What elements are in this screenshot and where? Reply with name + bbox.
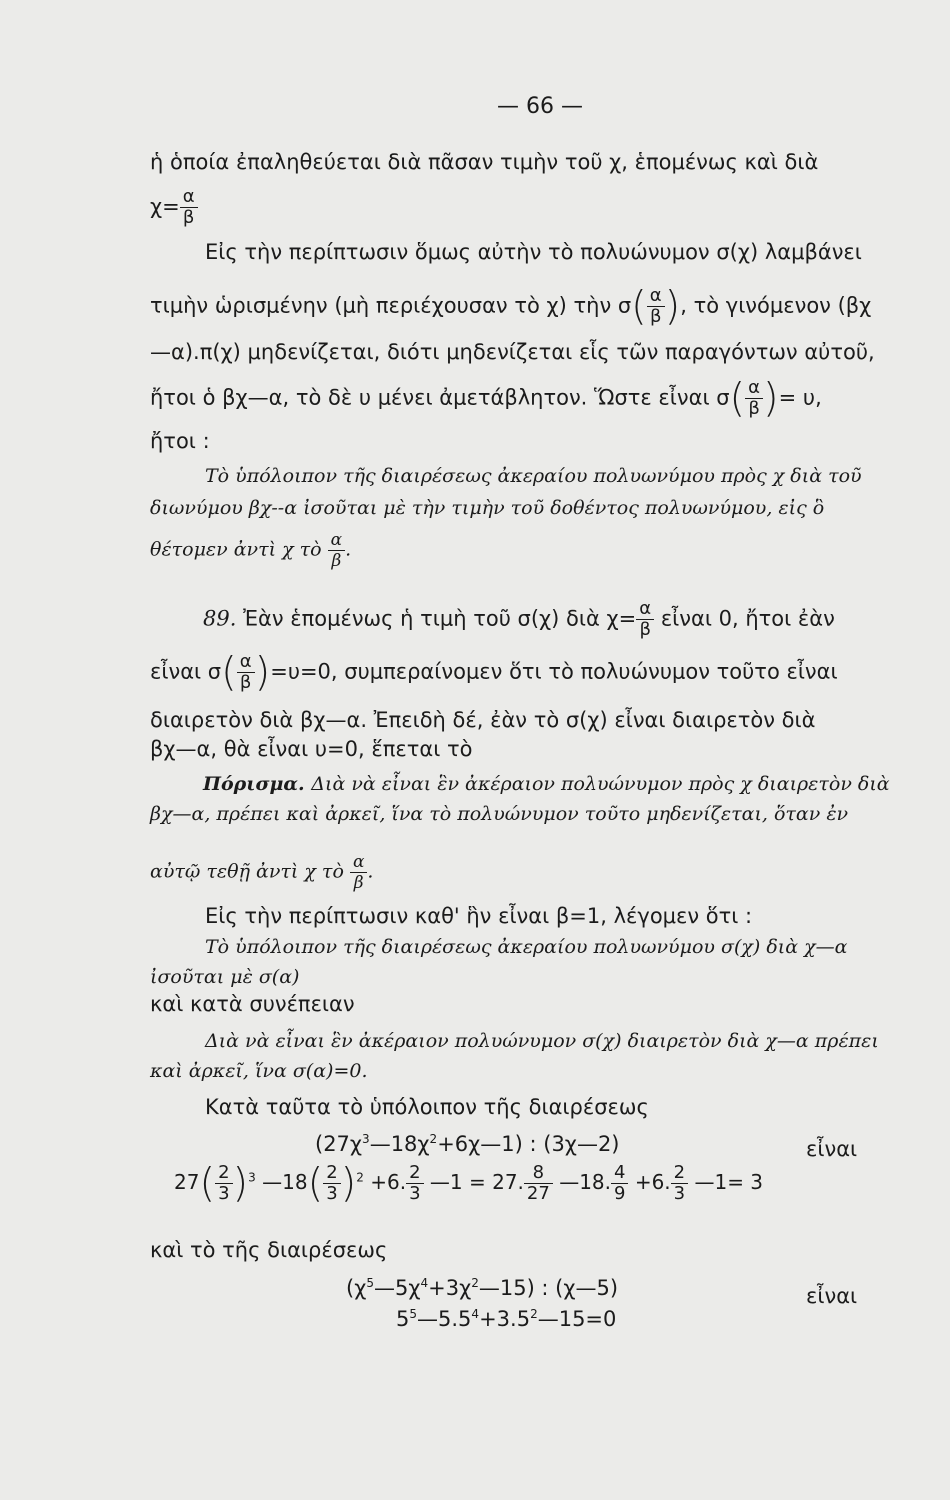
x-equals: χ= [150,194,180,219]
term: +6. [634,1170,671,1194]
text-line-2 [150,187,198,228]
line-4-text-a: τιμὴν ὡρισμένην (μὴ περιέχουσαν τὸ χ) τὴν σ [150,293,632,318]
numerator: 8 [524,1163,553,1184]
coefficient: 27 [174,1170,200,1194]
line-6-text-a: ἤτοι ὁ βχ—α, τὸ δὲ υ μένει ἀμετάβλητον. Ὥστε εἶναι σ [150,385,730,410]
text-line-14: βχ—α, θὰ εἶναι υ=0, ἕπεται τὸ [150,737,473,761]
line-12-text-a: εἶναι σ [150,659,222,684]
fraction-alpha-beta [636,599,654,640]
text-line-8: Τὸ ὑπόλοιπον τῆς διαιρέσεως ἀκεραίου πολυωνύμου πρὸς χ διὰ τοῦ [205,465,862,487]
fraction-alpha-beta [237,652,255,693]
paren-close: ) [664,283,681,330]
exponent: 3 [362,1132,370,1146]
corollary-heading: Πόρισμα. [203,773,305,795]
line-17-text: αὐτῷ τεθῇ ἀντὶ χ τὸ [150,860,344,883]
exponent: 4 [420,1276,429,1290]
page-number: — 66 — [497,94,583,119]
denominator: 3 [409,1183,421,1204]
denominator: β [331,551,342,571]
line-11-text-a: Ἐὰν ἑπομένως ἡ τιμὴ τοῦ σ(χ) διὰ χ= [243,606,637,631]
exponent: 5 [409,1307,418,1321]
term: —1= 3 [694,1170,764,1194]
numerator: α [636,599,654,620]
fraction-2-3 [406,1163,423,1204]
denominator: 27 [526,1183,550,1204]
numerator: α [647,286,665,307]
expr-part: 5 [396,1307,410,1331]
line-15-text: Διὰ νὰ εἶναι ἓν ἀκέραιον πολυώνυμον πρὸς χ διαιρετὸν διὰ [311,773,890,795]
section-number: 89. [203,606,237,631]
text-line-19: Τὸ ὑπόλοιπον τῆς διαιρέσεως ἀκεραίου πολυωνύμου σ(χ) διὰ χ—α [205,936,848,958]
fraction-alpha-beta [647,286,665,327]
paren-close: ) [232,1160,249,1207]
denominator: 3 [326,1183,338,1204]
denominator: 9 [614,1183,626,1204]
term: —1 = 27. [429,1170,524,1194]
numerator: 2 [406,1163,423,1184]
paren-open: ( [631,283,647,330]
line-10-text: θέτομεν ἀντὶ χ τὸ [150,538,322,561]
denominator: β [182,207,195,228]
text-line-13: διαιρετὸν διὰ βχ—α. Ἐπειδὴ δέ, ἐὰν τὸ σ(χ) εἶναι διαιρετὸν διὰ [150,708,816,732]
exponent: 2 [429,1132,438,1146]
numerator: 2 [671,1163,688,1184]
text-line-28-end: εἶναι [806,1284,858,1308]
numerator: 2 [215,1163,232,1184]
fraction-4-9 [611,1163,628,1204]
numerator: α [237,652,255,673]
numerator: α [180,187,198,208]
fraction-2-3 [215,1163,232,1204]
paren-open: ( [199,1160,216,1207]
exponent: 2 [471,1276,479,1290]
text-line-11 [203,599,835,640]
numerator: α [350,852,367,873]
fraction-2-3 [323,1163,340,1204]
evaluation-equation-2 [396,1306,616,1332]
paren-close: ) [254,649,271,696]
exponent: 2 [530,1307,538,1321]
fraction-alpha-beta [745,378,763,419]
division-expression-2 [346,1275,618,1301]
term: —18. [559,1170,611,1194]
line-12-text-b: =υ=0, συμπεραίνομεν ὅτι τὸ πολυώνυμον τοῦτο εἶναι [270,659,838,684]
text-line-3: Εἰς τὴν περίπτωσιν ὅμως αὐτὴν τὸ πολυώνυμον σ(χ) λαμβάνει [205,240,862,264]
denominator: 3 [673,1183,686,1204]
denominator: β [748,398,760,419]
expr-part: +6χ—1) : (3χ—2) [437,1132,620,1156]
numerator: α [328,530,345,551]
exponent: 3 [248,1170,256,1185]
expr-part: —5.5 [417,1307,472,1331]
paren-close: ) [763,375,779,422]
denominator: β [353,873,364,893]
expr-part: —18χ [369,1132,430,1156]
fraction-8-27 [524,1163,553,1204]
numerator: α [745,378,763,399]
text-line-4 [150,283,872,330]
denominator: 3 [218,1183,230,1204]
numerator: 2 [323,1163,340,1184]
fraction-alpha-beta [328,530,345,571]
exponent: 4 [471,1307,480,1321]
text-line-27: καὶ τὸ τῆς διαιρέσεως [150,1238,388,1262]
expr-part: —15=0 [537,1307,617,1331]
text-line-7: ἤτοι : [150,429,210,453]
text-line-22: Διὰ νὰ εἶναι ἓν ἀκέραιον πολυώνυμον σ(χ) διαιρετὸν διὰ χ—α πρέπει [205,1030,879,1052]
expr-part: (χ [346,1276,367,1300]
expr-part: —5χ [373,1276,421,1300]
fraction-alpha-beta [180,187,198,228]
text-line-1: ἡ ὁποία ἐπαληθεύεται διὰ πᾶσαν τιμὴν τοῦ χ, ἑπομένως καὶ διὰ [150,150,819,174]
text-line-17: αὐτῷ τεθῇ ἀντὶ χ τὸ $\frac{\alpha}{\beta}$ . [150,852,374,893]
fraction-2-3 [671,1163,688,1204]
expr-part: —15) : (χ—5) [478,1276,619,1300]
line-6-text-b: = υ, [778,385,822,410]
numerator: 4 [611,1163,628,1184]
text-line-20: ἰσοῦται μὲ σ(α) [150,966,300,988]
paren-open: ( [729,375,746,422]
text-line-16: βχ—α, πρέπει καὶ ἀρκεῖ, ἵνα τὸ πολυώνυμον τοῦτο μηδενίζεται, ὅταν ἐν [150,803,849,825]
denominator: β [239,672,252,693]
text-line-24: Κατὰ ταῦτα τὸ ὑπόλοιπον τῆς διαιρέσεως [205,1095,649,1119]
division-expression-1 [315,1131,620,1157]
text-line-18: Εἰς τὴν περίπτωσιν καθ' ἣν εἶναι β=1, λέγομεν ὅτι : [205,904,753,928]
text-line-9: διωνύμου βχ--α ἰσοῦται μὲ τὴν τιμὴν τοῦ δοθέντος πολυωνύμου, εἰς ὃ [150,497,825,519]
text-line-10: θέτομεν ἀντὶ χ τὸ $\frac{\alpha}{\beta}$ . [150,530,352,571]
line-11-text-b: εἶναι 0, ἤτοι ἐὰν [660,606,835,631]
text-line-21: καὶ κατὰ συνέπειαν [150,992,355,1016]
text-line-25-end: εἶναι [806,1137,858,1161]
text-line-6 [150,375,822,422]
paren-open: ( [221,649,237,696]
paren-close: ) [340,1160,357,1207]
expr-part: (27χ [315,1132,363,1156]
exponent: 5 [366,1276,374,1290]
term: —18 [262,1170,308,1194]
expr-part: +3.5 [479,1307,531,1331]
text-line-15 [203,770,890,797]
text-line-12 [150,649,838,696]
exponent: 2 [356,1170,364,1185]
expr-part: +3χ [428,1276,472,1300]
term: +6. [370,1170,407,1194]
line-4-text-b: , τὸ γινόμενον (βχ [680,293,872,318]
evaluation-equation [174,1160,764,1207]
denominator: β [649,306,662,327]
text-line-23: καὶ ἀρκεῖ, ἵνα σ(α)=0. [150,1060,368,1082]
fraction-alpha-beta [350,852,367,893]
paren-open: ( [307,1160,324,1207]
denominator: β [639,619,651,640]
text-line-5: —α).π(χ) μηδενίζεται, διότι μηδενίζεται εἷς τῶν παραγόντων αὐτοῦ, [150,340,875,364]
